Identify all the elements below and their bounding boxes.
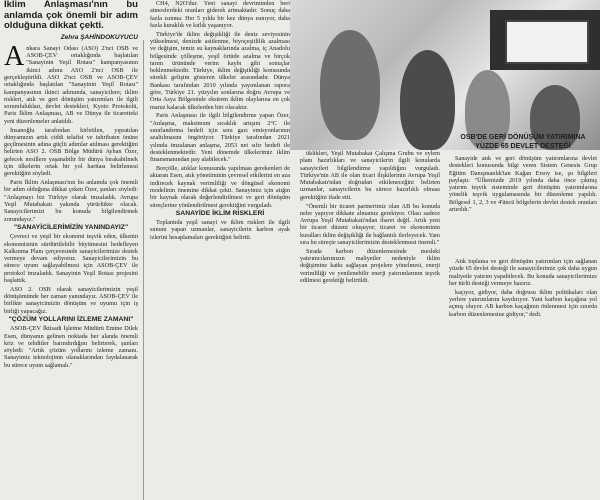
lead-paragraph: nkara Sanayi Odası (ASO) 2'nci OSB ve ASOB-ÇEV ortaklığında başlatılan "Sanayinin Yeşil Rotası" kampanyasının ikinci adımı ASO 2'nci OSB ile gerçekleştirildi. ASO 2'nci OSB ve ASOB-ÇEV ortaklığında başlatılan "Sanayinin Yeşil Rotası" kampanyasının ikinci adımında, sanayicilere; iklim riskleri, atık ve geri dönüşüm yatırımları ile ilgili sorumlulukları, devlet destekleri, Kyoto Protokolü, Paris İklim Anlaşması, AB ve Dünya ile ticaretteki yeni düzenlemeler anlatıldı.	[4, 44, 138, 125]
subheading: "SANAYİCİLERİMİZİN YANINDAYIZ"	[13, 224, 129, 232]
subheading: "ÇÖZÜM YOLLARINI İZLEME ZAMANI"	[8, 316, 134, 324]
column-divider	[143, 40, 144, 500]
sidebar-heading: OSB'DE GERİ DÖNÜŞÜM YATIRIMINA YÜZDE 65 DEVLET DESTEĞİ	[460, 134, 586, 150]
paragraph: Atık toplama ve geri dönüşüm yatırımları için sağlanan yüzde 65 devlet desteği ile sanayicilerimiz çok daha uygun maliyetle yatırım yapabilecek. Bu konuda sanayicilerimize her türlü desteği vermeye hazırız.	[449, 258, 597, 287]
author-byline: Zehra ŞAHİNDOKUYUCU	[60, 33, 138, 41]
paragraph: CH4, N2O'dur. Yeni sanayi devriminden beri atmosferdeki oranları giderek artmaktadır. Sonuç daha fazla ısınma. Her 5 yılda bir kez dünya ısınıyor, daha fazla kuraklık ve kıtlık yaşanıyor.	[150, 0, 290, 29]
attendee-figure	[400, 50, 455, 150]
drop-cap-letter: A	[4, 40, 25, 72]
paragraph: Çevreci ve yeşil bir ekonomi teşvik eden, ülkenin ekonomisinin sürdürülebilir büyümesini hedefleyen Kalkınma Planı çerçevesinde sanayicilerimize destek vermeye devam ediyoruz. Sanayicilerimizin bu sürece uyum sağlayabilmesi için ASOB-ÇEV ile protokol imzaladık. Sanayinin Yeşil Rotası projesini başlattık.	[4, 233, 138, 284]
article-column-3	[300, 150, 440, 500]
paragraph: ASO 2. OSB olarak sanayicilerimizin yeşil dönüşümünde her zaman yanındayız. ASOB-ÇEV ile birlikte sanayicimizin dönüşüm ve uyumu için iş birliği yapacağız.	[4, 285, 138, 315]
paragraph: Türkiye'de iklim değişikliği ile deniz seviyesinin yükselmesi, denizde asitlenme, biyoçeşitlilik azalması ve değişim, temiz su kaynaklarında azalma, iç Anadolu bölgesinde çölleşme, yeşil örtüde azalma ve birçok tarım ürününde verim kaybı gibi sonuçlar beklenmektedir. Türkiye, iklim değişikliği konusunda sürekli gelişim gösteren ülkeler arasındadır. Dünya Bankası tarafından 2010 yılında yayımlanan rapora göre, Türkiye 21. yüzyılın sonlarına doğru Avrupa ve Orta Asya Bölgesinde ekstrem iklim olaylarına en çok maruz kalacak ülkelerden biri olacaktır.	[150, 30, 290, 111]
subheading: SANAYİDE İKLİM RİSKLERİ	[175, 210, 265, 218]
paragraph: Sanayide atık ve geri dönüşüm yatırımlarına devlet destekleri konusunda bilgi veren Sistem Genesis Grup Eğitim Danışmanlık'tan Kağan Ersoy ise, şu bilgileri paylaştı: "Ülkemizde 2019 yılında daha önce çıkmış yatırım teşvik sisteminde geri dönüşüm yatırımlarına yönelik teşvik uygulamasında bir düzenleme yapıldı. Bölgesel 1, 2, 3 ve 4'üncü bölgelerin devlet destek oranları artırıldı."	[449, 155, 597, 214]
paragraph: kaçıyor, gidiyor, daha doğrusu iklim politikaları olan yerlere yatırımlarını kaydırıyor. Yani karbon kaçağına yol açmış oluyor. AB karbon kaçağının önlenmesi için sınırda karbon düzenlemesine gidiyor," dedi.	[449, 288, 597, 318]
article-column-4-continued	[449, 258, 597, 500]
article-column-1	[4, 0, 138, 500]
paragraph: Sırada karbon düzenlemesinde mesleki yatırımcılarımızın maliyetler nedeniyle iklim değişimine katkı sağlayan projelere yönelmesi, enerji verimliliği ve yenilenebilir enerji yatırımlarının teşvik edilmesi gerektiği belirtildi.	[300, 247, 440, 285]
paragraph: Paris İklim Anlaşması'nın bu anlamda çok önemli bir adım olduğuna dikkat çeken Özer, şunları söyledi: "Anlaşmayı biz Türkiye olarak imzaladık. Avrupa Yeşil Mutabakatı yakında yürürlükte olacak. Sanayicilerimizi bu konuda bilgilendirmek zorundayız."	[4, 179, 138, 223]
paragraph: Borçölle, atıklar konusunda yapılması gerekenleri de aktaran Esen, atık yönetiminin çevresel etkilerini en aza indirecek kaynak verimliliği ve döngüsel ekonomi modelinin önemine dikkat çekti. Sanayimiz için atığın bir kaynak olarak değerlendirilmesi ve geri dönüşüm süreçlerine yönlendirilmesi gerektiğini vurguladı.	[150, 165, 290, 209]
attendee-figure	[320, 30, 380, 140]
paragraph: üklikleri, Yeşil Mutabakat Çalışma Grubu ve eylem planı hazırlıkları ve sanayicilerin ilgili konularda sanayicileri bilgilendirme yapıldığını vurguladı. Türkiye'nin AB ile olan ticari ilişkilerinin Avrupa Yeşil Mutabakatı'ndan doğrudan etkileneceğini belirten uzmanlar, sanayicilerin bu sürece hazırlıklı olması gerektiğini ifade etti.	[300, 150, 440, 201]
article-column-4	[449, 155, 597, 265]
paragraph: "Önemli bir ticaret partnerimiz olan AB bu konuda neler yapıyor dikkate almamız gerekiyor. Olası sadece Avrupa Yeşil Mutabakatı'ndan ibaret değil. Artık yeni bir ticaret düzeni oluşuyor; ticaret ve ekonominin kuralları iklim değişikliği ile bağlantılı ilerleyecek. Yanı sıra bu süreçte sanayicilerimizin desteklenmesi önemli."	[300, 202, 440, 247]
paragraph: Paris Anlaşması ile ilgili bilgilendirme yapan Özer, "Anlaşma, maksimum sıcaklık artışını 2°C ile sınırlandırma hedefi için sera gazı emisyonlarının azaltılmasını öngörüyor. Türkiye tarafından 2021 yılında imzalanan anlaşma, 2053 net sıfır hedefi ile desteklenmektedir. Yeni dönemde ülkelerimiz iklim finansmanından pay alabilecek."	[150, 112, 290, 164]
article-headline: İklim Anlaşması'nın bu anlamda çok önemli bir adım olduğuna dikkat çekti.	[4, 0, 138, 31]
paragraph: Toplantıda yeşil sanayi ve iklim riskleri ile ilgili sunum yapan uzmanlar, sanayicilerin karbon ayak izlerini hesaplamaları gerektiğini belirtti.	[150, 219, 290, 241]
paragraph: İnsanoğlu tarafından kirletilen, yıpratılan dünyamızın artık ciddi telafisi ve tahribatın önüne geçilmesinin adına güçlü adımlar atılması gerektiğini belirten ASO 2. OSB Bölge Müdürü Ayhan Özer, gelecek nesillere yaşanabilir bir dünya bırakabilmek için ülkelerin ortak bir yol haritası belirlemesi gerektiğini söyledi.	[4, 126, 138, 178]
presentation-screen	[505, 20, 589, 64]
article-column-2	[150, 0, 290, 500]
article-photo	[290, 0, 600, 150]
paragraph: ASOB-ÇEV İktisadi İşletme Müdürü Emine Dilek Esen, dünyanın gelinen noktada her alanda önemli kriz ve tehditler barındırdığını belirterek, şunları söyledi: "Artık çözüm yollarını izleme zamanı. Sanayimiz teknolojinin olanaklarından faydalanarak bu sürece uyum sağlamalı."	[4, 325, 138, 369]
